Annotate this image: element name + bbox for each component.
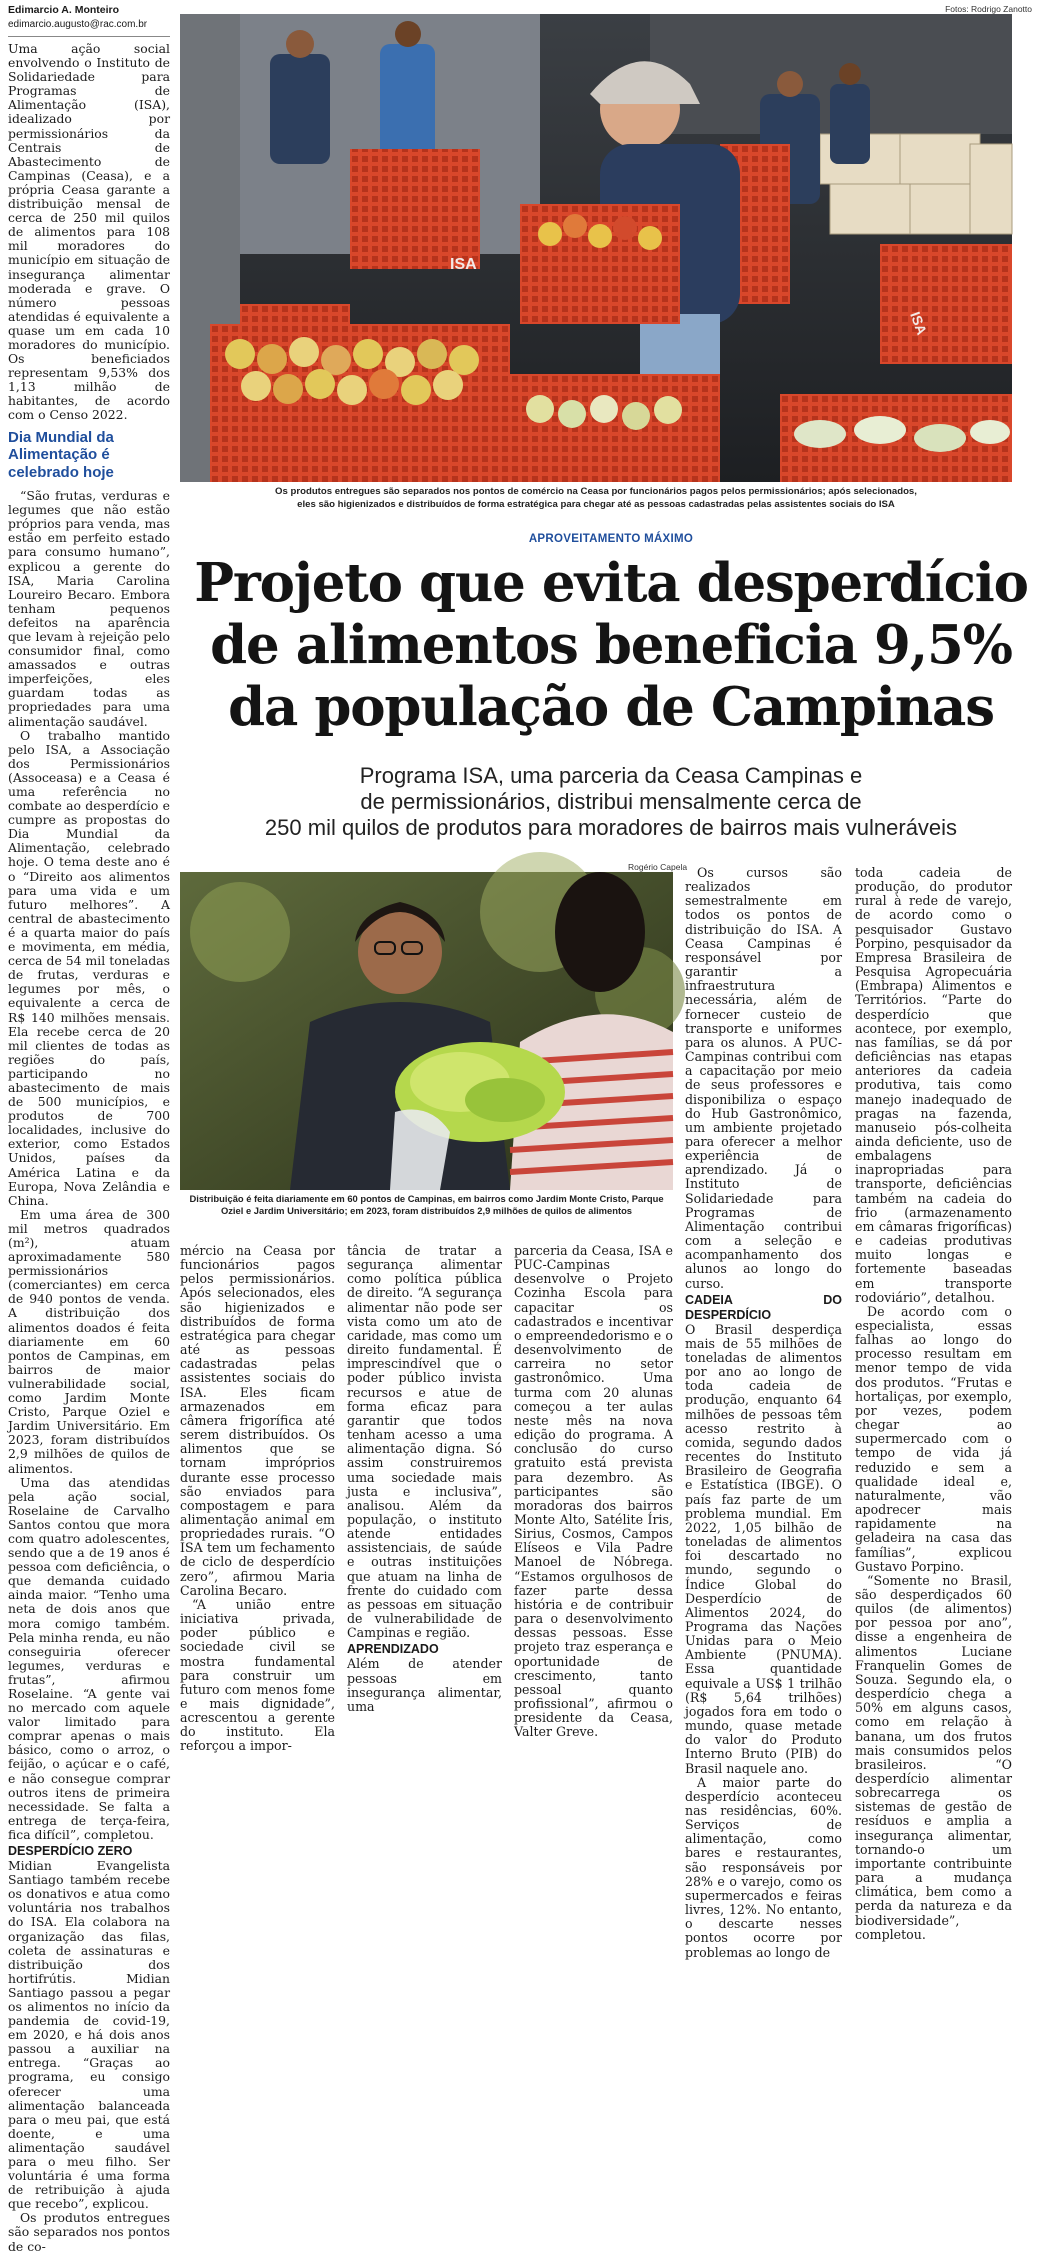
section-heading: APRENDIZADO	[347, 1642, 439, 1657]
paragraph: “A união entre iniciativa privada, poder público e sociedade civil se mostra fundamental para construir um futuro com menos fome e mais dignidade”, acrescentou a gerente do instituto. Ela reforçou a impor-	[180, 1596, 335, 1754]
section-heading: CADEIA DO DESPERDÍCIO	[685, 1292, 842, 1322]
top-photo-ceasa-crates	[180, 14, 1012, 482]
paragraph: O trabalho mantido pelo ISA, a Associação dos Permissionários (Assoceasa) e a Ceasa é uma referência no combate ao desperdício e cumpre as propostas do Dia Mundial da Alimentação, celebrado hoje. O tema deste ano é o “Direito aos alimentos para uma vida e um futuro melhores”. A central de abastecimento é a quarta maior do país e movimenta, em média, cerca de 54 mil toneladas de frutas, verduras e legumes por mês, o equivalente a cerca de R$ 140 milhões mensais. Ela recebe cerca de 20 mil clientes de todas as regiões do país, participando no abastecimento de mais de 500 municípios, e produtos de 700 localidades, inclusive do exterior, como Estados Unidos, países da América Latina e da Europa, Nova Zelândia e China.	[8, 727, 170, 1208]
top-photo-caption: Os produtos entregues são separados nos pontos de comércio na Ceasa por funcionários pagos pelos permissionários; após selecionados, eles são higienizados e distribuídos de forma estratégica para chegar até as pessoas cadastradas pelas assistentes sociais do ISA	[275, 486, 917, 510]
crate-isa-label: ISA	[450, 256, 477, 273]
crates-illustration	[180, 14, 1012, 482]
byline-email[interactable]: edimarcio.augusto@rac.com.br	[8, 19, 148, 30]
paragraph: Midian Evangelista Santiago também recebe os donativos e atua como voluntária nos trabalhos do ISA. Ela colabora na organização das filas, coleta de assinaturas e distribuição dos hortifrútis. Midian Santiago passou a pegar os alimentos no início da pandemia de covid-19, em 2020, e há dois anos passou a auxiliar na entrega. “Graças ao programa, eu consigo oferecer uma alimentação balanceada para o meu pai, que está doente, e uma alimentação saudável para o meu filho. Ser voluntária é uma forma de retribuição à ajuda que recebo”, explicou.	[8, 1858, 170, 2212]
text-column-6	[855, 865, 1012, 1942]
byline-divider	[8, 36, 170, 37]
article-deck: Programa ISA, uma parceria da Ceasa Campinas e de permissionários, distribui mensalmente cerca de 250 mil quilos de produtos para moradores de bairros mais vulneráveis	[264, 763, 958, 840]
paragraph: Os produtos entregues são separados nos pontos de co-	[8, 2210, 170, 2254]
article-kicker: APROVEITAMENTO MÁXIMO	[528, 533, 694, 545]
paragraph: mércio na Ceasa por funcionários pagos pelos permissionários. Após selecionados, eles são higienizados e distribuídos de forma estratégica para chegar até as pessoas cadastradas pelas assistentes sociais do ISA. Eles ficam armazenados em câmera frigorífica até serem distribuídos. Os alimentos que se tornam impróprios durante esse processo são enviados para compostagem e para alimentação animal em propriedades rurais. “O ISA tem um fechamento de ciclo de desperdício zero”, afirmou Maria Carolina Becaro.	[180, 1243, 335, 1598]
text-column-2	[180, 1243, 335, 1754]
mid-photo-distribution	[180, 872, 673, 1190]
paragraph: Além de atender pessoas em insegurança alimentar, uma	[347, 1656, 502, 1714]
crate-isa-label: ISA	[907, 309, 931, 337]
text-column-1	[8, 41, 170, 2254]
paragraph: Uma das atendidas pela ação social, Roselaine de Carvalho Santos contou que mora com quatro adolescentes, sendo que a de 19 anos é pessoa com deficiência, o que demanda cuidado ainda maior. “Tenho uma neta de dois anos que mora comigo também. Pela minha renda, eu não conseguiria oferecer legumes, verduras e frutas”, afirmou Roselaine. “A gente vai no mercado com aquele valor limitado para comprar apenas o mais básico, como o arroz, o feijão, o açúcar e o café, e não consegue comprar outros itens de primeira necessidade. Se falta a entrega de terça-feira, fica difícil”, completou.	[8, 1474, 170, 1842]
byline-author: Edimarcio A. Monteiro	[8, 4, 120, 16]
text-column-3	[347, 1243, 502, 1714]
paragraph: De acordo com o especialista, essas falhas ao longo do processo resultam em menor tempo de vida dos produtos. “Frutas e hortaliças, por exemplo, por vezes, podem chegar ao supermercado com o tempo de vida já reduzido e sem a qualidade ideal e, naturalmente, vão apodrecer mais rapidamente na geladeira na casa das famílias”, explicou Gustavo Porpino.	[855, 1303, 1012, 1574]
article-headline: Projeto que evita desperdício de alimentos beneficia 9,5% da população de Campinas	[194, 552, 1028, 738]
paragraph: Uma ação social envolvendo o Instituto de Solidariedade para Programas de Alimentação (ISA), idealizado por permissionários da Centrais de Abastecimento de Campinas (Ceasa), e a própria Ceasa garante a distribuição mensal de cerca de 250 mil quilos de alimentos para 108 mil moradores do município em situação de insegurança alimentar moderada e grave. O número pessoas atendidas é equivalente a quase um em cada 10 moradores do município. Os beneficiados representam 9,53% dos 1,13 milhão de habitantes, de acordo com o Censo 2022.	[8, 41, 170, 423]
photo-credit: Fotos: Rodrigo Zanotto	[945, 4, 1032, 14]
section-heading: DESPERDÍCIO ZERO	[8, 1844, 133, 1859]
paragraph: Em uma área de 300 mil metros quadrados (m²), atuam aproximadamente 580 permissionários (comerciantes) em cerca de 940 pontos de venda. A distribuição dos alimentos doados é feita diariamente em 60 pontos de Campinas, em bairros de maior vulnerabilidade social, como Jardim Monte Cristo, Parque Oziel e Jardim Universitário. Em 2023, foram distribuídos 2,9 milhões de quilos de alimentos.	[8, 1206, 170, 1476]
photo-credit: Rogério Capela	[628, 862, 688, 872]
paragraph: A maior parte do desperdício aconteceu nas residências, 60%. Serviços de alimentação, como bares e restaurantes, são responsáveis por 28% e o varejo, como os supermercados e feiras livres, 12%. No entanto, o descarte nesses pontos ocorre por problemas ao longo de	[685, 1774, 842, 1960]
paragraph: “São frutas, verduras e legumes que não estão próprios para venda, mas estão em perfeito estado para consumo humano”, explicou a gerente do ISA, Maria Carolina Loureiro Becaro. Embora tenham pequenos defeitos na aparência que levam à rejeição pelo consumidor final, como amassados e outras imperfeições, eles guardam todas as propriedades para uma alimentação saudável.	[8, 488, 170, 729]
mid-photo-caption: Distribuição é feita diariamente em 60 pontos de Campinas, em bairros como Jardim Monte Cristo, Parque Oziel e Jardim Universitário; em 2023, foram distribuídos 2,9 milhões de quilos de alimentos	[189, 1193, 664, 1217]
text-column-4	[514, 1243, 673, 1740]
paragraph: parceria da Ceasa, ISA e PUC-Campinas desenvolve o Projeto Cozinha Escola para capacitar os cadastrados e incentivar o empreendedorismo e o desenvolvimento de carreira no setor gastronômico. Uma turma com 20 alunas começou a ter aulas neste mês na nova edição do programa. A conclusão do curso gratuito está prevista para dezembro. As participantes são moradoras dos bairros Monte Alto, Satélite Íris, Sirius, Cosmos, Campos Elíseos e Vila Padre Manoel de Nóbrega. “Estamos orgulhosos de fazer parte dessa história e de contribuir para o desenvolvimento dessas pessoas. Esse projeto traz esperança e oportunidade de crescimento, tanto pessoal quanto profissional”, afirmou o presidente da Ceasa, Valter Greve.	[514, 1243, 673, 1740]
paragraph: “Somente no Brasil, são desperdiçados 60 quilos (de alimentos) por pessoa por ano”, disse a engenheira de alimentos Luciane Franquelin Gomes de Souza. Segundo ela, o desperdício chega a 50% em alguns casos, como em relação à banana, um dos frutos mais consumidos pelos brasileiros. “O desperdício alimentar sobrecarrega os sistemas de gestão de resíduos e amplia a insegurança alimentar, tornando-o um importante contribuinte para a mudança climática, bem como a perda da natureza e da biodiversidade”, completou.	[855, 1572, 1012, 1942]
distribution-illustration	[180, 872, 673, 1190]
section-subhead: Dia Mundial da Alimentação é celebrado hoje	[8, 428, 114, 481]
paragraph: Os cursos são realizados semestralmente em todos os pontos de distribuição do ISA. A Ceasa Campinas é responsável por garantir a infraestrutura necessária, além de fornecer custeio de transporte e uniformes para os alunos. A PUC-Campinas contribui com a capacitação por meio de seus professores e disponibiliza o espaço do Hub Gastronômico, um ambiente projetado para oferecer a melhor experiência de aprendizado. Já o Instituto de Solidariedade para Programas de Alimentação contribui com a seleção e acompanhamento dos alunos ao longo do curso.	[685, 865, 842, 1291]
paragraph: O Brasil desperdiça mais de 55 milhões de toneladas de alimentos por ano ao longo de toda cadeia de produção, enquanto 64 milhões de pessoas têm acesso restrito à comida, segundo dados recentes do Instituto Brasileiro de Geografia e Estatística (IBGE). O país faz parte de um problema mundial. Em 2022, 1,05 bilhão de toneladas de alimentos foi descartado no mundo, segundo o Índice Global do Desperdício de Alimentos 2024, do Programa das Nações Unidas para o Meio Ambiente (PNUMA). Essa quantidade equivale a US$ 1 trilhão (R$ 5,64 trilhões) jogados fora em todo o mundo, quase metade do valor do Produto Interno Bruto (PIB) do Brasil naquele ano.	[685, 1321, 842, 1776]
text-column-5	[685, 865, 842, 1960]
paragraph: tância de tratar a segurança alimentar como política pública de direito. “A segurança alimentar não pode ser vista como um ato de caridade, mas como um direito fundamental. É imprescindível que o poder público invista recursos e atue de forma eficaz para garantir que todos tenham acesso a uma alimentação digna. Só assim construiremos uma sociedade mais justa e inclusiva”, analisou. Além da população, o instituto atende entidades assistenciais, de saúde e outras instituições que atuam na linha de frente do cuidado com as pessoas em situação de vulnerabilidade de Campinas e região.	[347, 1243, 502, 1641]
paragraph: toda cadeia de produção, do produtor rural à rede de varejo, de acordo como o pesquisador Gustavo Porpino, pesquisador da Empresa Brasileira de Pesquisa Agropecuária (Embrapa) Alimentos e Territórios. “Parte do desperdício que acontece, por exemplo, nas famílias, se dá por deficiências nas etapas anteriores da cadeia produtiva, tais como manejo inadequado de pragas na fazenda, manuseio pós-colheita ainda deficiente, uso de embalagens inapropriadas para transporte, deficiências também na cadeia do frio (armazenamento em câmaras frigoríficas) e cadeias produtivas muito longas e fortemente baseadas em transporte rodoviário”, detalhou.	[855, 865, 1012, 1305]
